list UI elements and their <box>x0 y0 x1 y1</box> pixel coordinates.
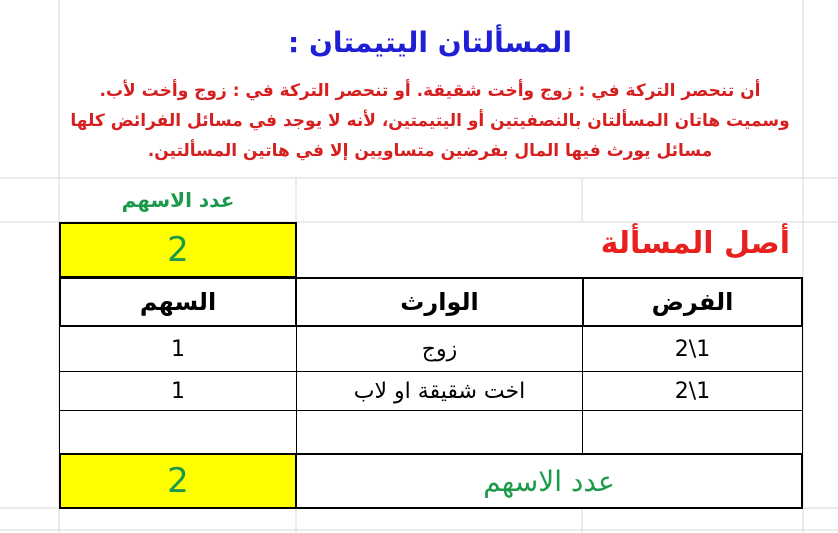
footer-label: عدد الاسهم <box>295 453 803 509</box>
intro-line: مسائل يورث فيها المال بفرضين متساويين إلا في هاتين المسألتين. <box>147 141 713 161</box>
row3-fard[interactable] <box>582 410 803 454</box>
shares-count-cell[interactable]: 2 <box>59 222 297 278</box>
shares-count-label: عدد الاسهم <box>121 188 235 212</box>
row2-fard[interactable]: 1\2 <box>582 371 803 411</box>
header-shares: السهم <box>59 277 297 327</box>
header-heir: الوارث <box>295 277 584 327</box>
intro-text <box>62 76 798 176</box>
footer-total-cell[interactable]: 2 <box>59 453 297 509</box>
page-title: المسألتان اليتيمتان : <box>288 26 572 59</box>
header-fard: الفرض <box>582 277 803 327</box>
row2-heir[interactable]: اخت شقيقة او لاب <box>296 371 583 411</box>
row3-heir[interactable] <box>296 410 583 454</box>
row1-shares[interactable]: 1 <box>59 326 297 372</box>
origin-label: أصل المسألة <box>600 226 790 261</box>
row2-shares[interactable]: 1 <box>59 371 297 411</box>
intro-line: وسميت هاتان المسألتان بالنصفيتين أو اليتيمتين، لأنه لا يوجد في مسائل الفرائض كلها <box>70 111 790 131</box>
row1-fard[interactable]: 1\2 <box>582 326 803 372</box>
intro-line: أن تنحصر التركة في : زوج وأخت شقيقة. أو تنحصر التركة في : زوج وأخت لأب. <box>99 81 761 101</box>
row1-heir[interactable]: زوج <box>296 326 583 372</box>
row3-shares[interactable] <box>59 410 297 454</box>
